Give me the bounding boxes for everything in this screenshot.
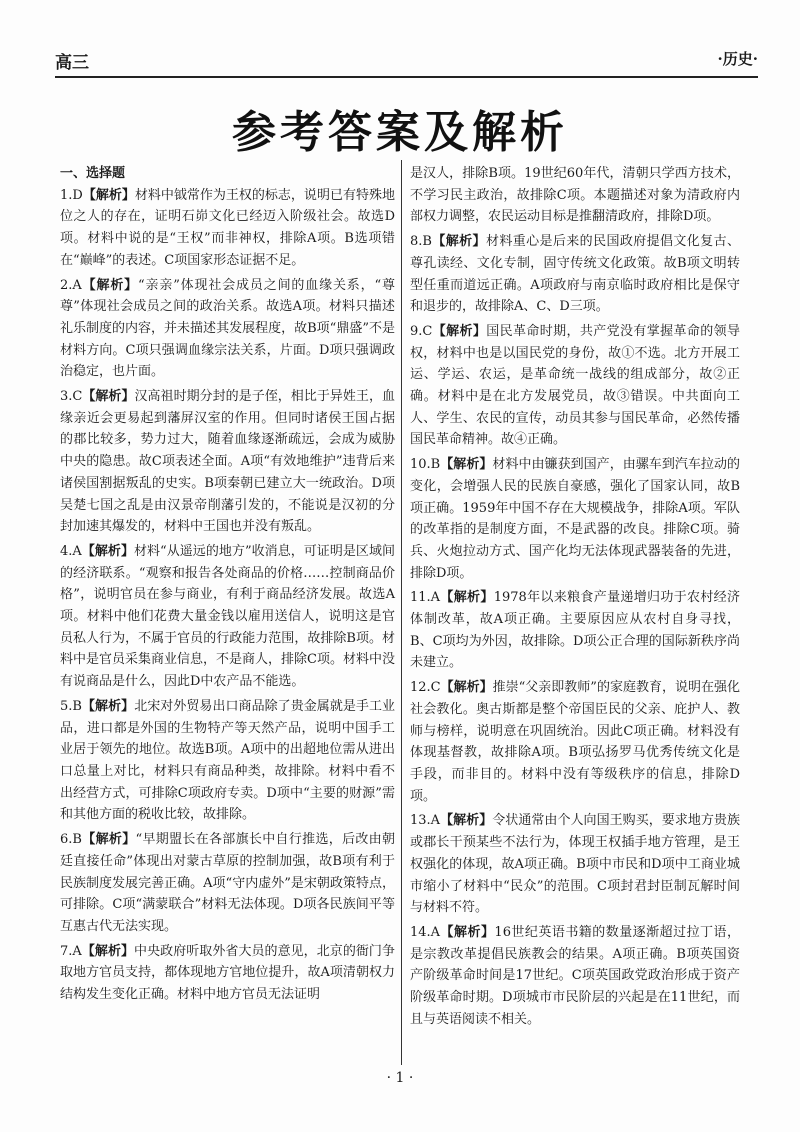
- answer-item: [60, 275, 395, 384]
- analysis-tag: 【解析】: [81, 543, 134, 559]
- answer-number: 12.C: [410, 680, 441, 696]
- answer-number: 10.B: [410, 457, 441, 473]
- answer-text: 材料中钺常作为王权的标志，说明已有特殊地位之人的存在，证明石峁文化已经迈入阶级社会。故选D项。材料中说的是“王权”而非神权，排除A项。B选项错在“巅峰”的表述。C项国家形态证据不足。: [60, 187, 395, 268]
- analysis-tag: 【解析】: [440, 924, 495, 940]
- answer-item: [60, 829, 395, 938]
- analysis-tag: 【解析】: [440, 590, 494, 606]
- answer-text: “亲亲”体现社会成员之间的血缘关系，“尊尊”体现社会成员之间的政治关系。故选A项。材料只描述礼乐制度的内容，并未描述其发展程度，故B项“鼎盛”不是材料方向。C项只强调血缘宗法关系，片面。D项只强调政治稳定，也片面。: [60, 277, 395, 380]
- answer-number: 6.B: [60, 832, 82, 848]
- answer-number: 4.A: [60, 543, 82, 559]
- answer-item: [410, 587, 740, 674]
- answer-item: [410, 922, 740, 1031]
- answer-text: 材料重心是后来的民国政府提倡文化复古、尊孔读经、文化专制，固守传统文化政策。故B项文明转型任重而道远正确。A项政府与南京临时政府相比是保守和退步的，故排除A、C、D三项。: [410, 234, 740, 315]
- grade-label: 高三: [55, 53, 89, 73]
- page-header: [55, 48, 758, 72]
- right-column: [410, 163, 740, 1033]
- answer-text: 材料“从遥远的地方”收消息，可证明是区域间的经济联系。“观察和报告各处商品的价格……控制商品价格”，说明官员在参与商业，有利于商品经济发展。故选A项。材料中他们花费大量金钱以雇用送信人，说明这是官员私人行为，不属于官员的行政能力范围，故排除B项。材料中是官员采集商业信息，不是商人，排除C项。材料中没有说商品是什么，因此D中农产品不能选。: [60, 543, 395, 690]
- answer-text: 国民革命时期，共产党没有掌握革命的领导权，材料中也是以国民党的身份，故①不选。北方开展工运、学运、农运，是革命统一战线的组成部分，故②正确。材料中是在北方发展党员，故③错误。中共面向工人、学生、农民的宣传，动员其参与国民革命，必然传播国民革命精神。故④正确。: [410, 323, 740, 448]
- answer-number: 8.B: [410, 234, 432, 250]
- subject-label: ·历史·: [717, 50, 758, 68]
- answer-item: [60, 185, 395, 272]
- left-answer-list: [60, 185, 395, 1006]
- answer-item: [60, 541, 395, 693]
- answer-text: 推崇“父亲即教师”的家庭教育，说明在强化社会教化。奥古斯都是整个帝国臣民的父亲、庇护人、教师与榜样，说明意在巩固统治。因此C项正确。材料没有体现基督教，故排除A项。B项弘扬罗马优秀传统文化是手段，而非目的。材料中没有等级秩序的信息，排除D项。: [410, 680, 740, 804]
- answer-number: 2.A: [60, 277, 82, 293]
- answer-text: 1978年以来粮食产量递增归功于农村经济体制改革，故A项正确。主要原因应从农村自身寻找，B、C项均为外因，故排除。D项公正合理的国际新秩序尚未建立。: [410, 590, 740, 671]
- answer-text: 材料中由镰获到国产，由骡车到汽车拉动的变化，会增强人民的民族自豪感，强化了国家认同，故B项正确。1959年中国不存在大规模战争，排除A项。军队的改革指的是制度方面，不是武器的改良。排除C项。骑兵、火炮拉动方式、国产化均无法体现武器装备的先进，排除D项。: [410, 457, 740, 581]
- analysis-tag: 【解析】: [440, 680, 493, 696]
- answer-number: 9.C: [410, 323, 433, 339]
- answer-item: [410, 231, 740, 318]
- answer-item: [410, 454, 740, 584]
- analysis-tag: 【解析】: [82, 389, 135, 405]
- answer-number: 13.A: [410, 813, 441, 829]
- answer-item: [60, 696, 395, 826]
- answer-number: 3.C: [60, 389, 83, 405]
- answer-number: 14.A: [410, 924, 441, 940]
- header-rule: [55, 76, 758, 78]
- section-heading: 一、选择题: [60, 166, 126, 181]
- answer-number: 11.A: [410, 590, 441, 606]
- answer-text: 令状通常由个人向国王购买，要求地方贵族或郡长干预某些不法行为，体现王权插手地方管理，是王权强化的体现，故A项正确。B项中市民和D项中工商业城市缩小了材料中“民众”的范围。C项封君封臣制瓦解时间与材料不符。: [410, 813, 740, 916]
- answer-number: 5.B: [60, 698, 82, 714]
- analysis-tag: 【解析】: [81, 943, 135, 959]
- answer-number: 7.A: [60, 943, 82, 959]
- analysis-tag: 【解析】: [81, 277, 139, 293]
- page-number: · 1 ·: [386, 1070, 414, 1086]
- answer-number: 1.D: [60, 187, 83, 203]
- answer-item: [410, 321, 740, 451]
- analysis-tag: 【解析】: [82, 187, 135, 203]
- right-answer-list: [410, 231, 740, 1030]
- analysis-tag: 【解析】: [440, 813, 493, 829]
- answer-text: 汉高祖时期分封的是子侄，相比于异姓王，血缘亲近会更易起到藩屏汉室的作用。但同时诸侯王国占据的郡比较多，势力过大，随着血缘逐渐疏远，会成为威胁中央的隐患。故C项表述全面。A项“有效地维护”违背后来诸侯国割据叛乱的史实。B项秦朝已建立大一统政治。D项吴楚七国之乱是由汉景帝削藩引发的，不能说是汉初的分封加速其爆发的，材料中王国也并没有叛乱。: [60, 389, 395, 535]
- continued-text: 是汉人，排除B项。19世纪60年代，清朝只学西方技术，不学习民主政治，故排除C项。本题描述对象为清政府内部权力调整，农民运动目标是推翻清政府，排除D项。: [410, 166, 740, 225]
- analysis-tag: 【解析】: [81, 832, 136, 848]
- page-title: 参考答案及解析: [232, 107, 568, 158]
- analysis-tag: 【解析】: [440, 457, 493, 473]
- answer-item: [60, 941, 395, 1006]
- answer-item: [60, 386, 395, 538]
- answer-text: 北宋对外贸易出口商品除了贵金属就是手工业品，进口都是外国的生物特产等天然产品，说明中国手工业居于领先的地位。故选B项。A项中的出超地位需从进出口总量上对比，材料只有商品种类，故排除。材料中看不出经营方式，可排除C项政府专卖。D项中“主要的财源”需和其他方面的税收比较，故排除。: [60, 698, 395, 823]
- answer-text: 中央政府听取外省大员的意见，北京的衙门争取地方官员支持，都体现地方官地位提升，故A项清朝权力结构发生变化正确。材料中地方官员无法证明: [60, 943, 395, 1003]
- answer-item: [410, 810, 740, 919]
- analysis-tag: 【解析】: [81, 698, 135, 714]
- left-column: [60, 163, 395, 1009]
- answer-text: “早期盟长在各部旗长中自行推选，后改由朝廷直接任命”体现出对蒙古草原的控制加强，故B项有利于民族制度发展完善正确。A项“守内虚外”是宋朝政策特点，可排除。C项“满蒙联合”材料无法体现。D项各民族间平等互惠古代无法实现。: [60, 832, 395, 934]
- analysis-tag: 【解析】: [431, 234, 486, 250]
- answer-item: [410, 677, 740, 807]
- answer-text: 16世纪英语书籍的数量逐渐超过拉丁语，是宗教改革提倡民族教会的结果。A项正确。B项英国资产阶级革命时间是17世纪。C项英国政党政治形成于资产阶级革命时期。D项城市市民阶层的兴起是在11世纪，而且与英语阅读不相关。: [410, 924, 740, 1027]
- column-divider: [401, 160, 402, 1065]
- analysis-tag: 【解析】: [432, 323, 487, 339]
